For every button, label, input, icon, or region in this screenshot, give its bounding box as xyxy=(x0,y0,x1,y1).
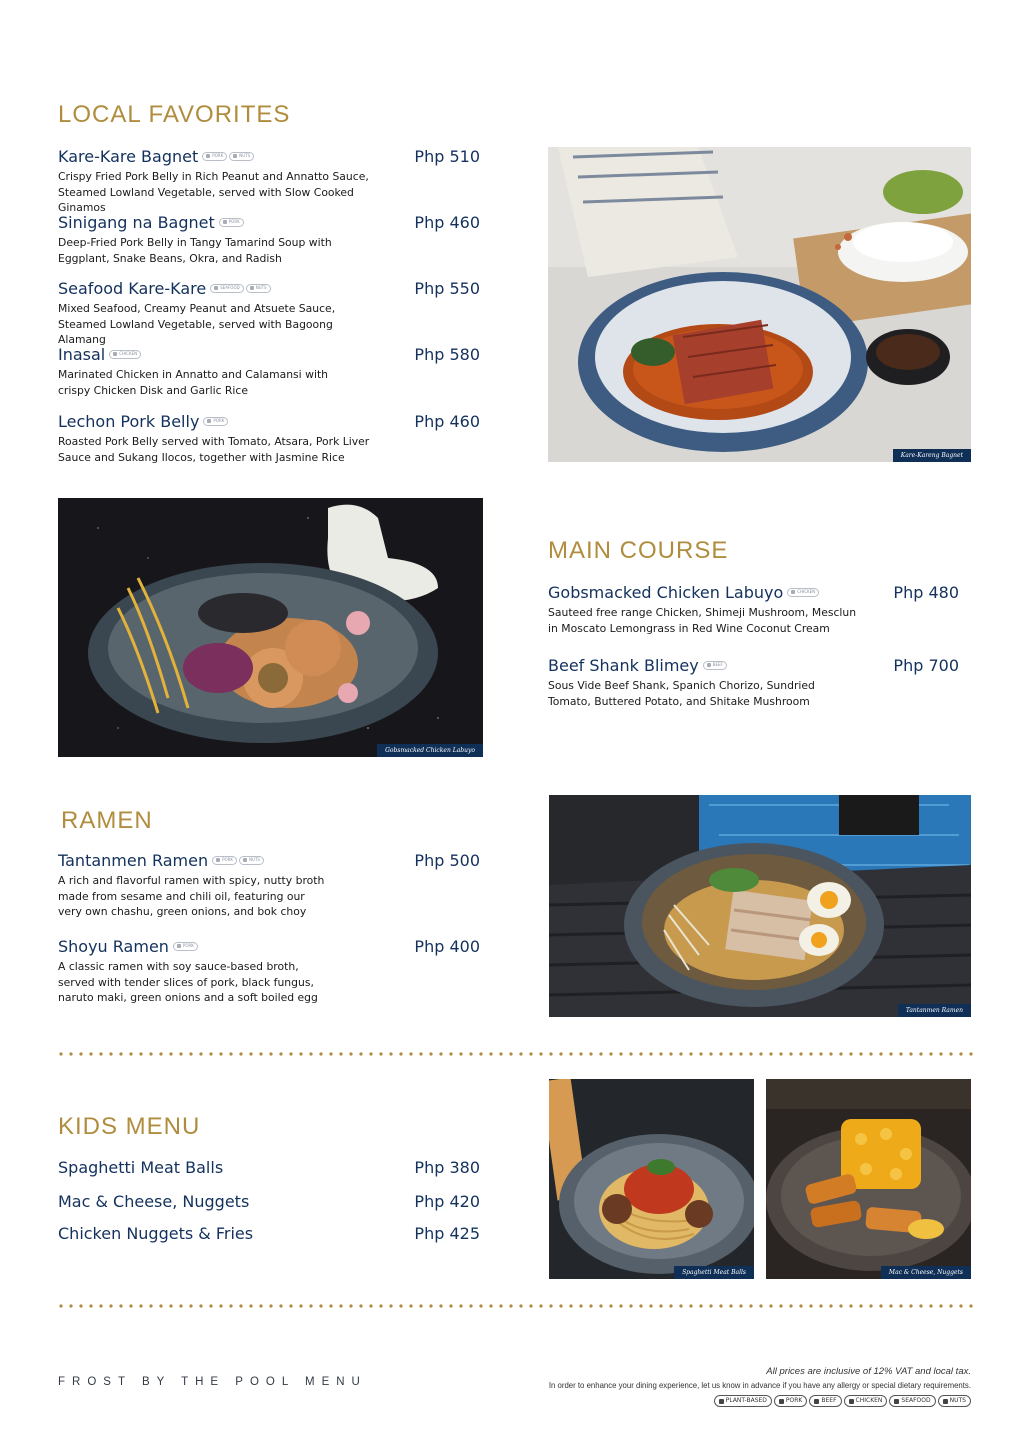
menu-item xyxy=(58,145,480,216)
item-name: Gobsmacked Chicken Labuyo xyxy=(548,582,784,602)
item-price: Php 580 xyxy=(414,344,480,364)
photo-caption: Spaghetti Meat Balls xyxy=(674,1266,754,1279)
dietary-legend xyxy=(714,1395,971,1407)
kids-menu-item xyxy=(58,1156,480,1178)
kare-kare-illustration xyxy=(548,147,971,462)
beef-icon xyxy=(814,1399,819,1404)
tag-nuts: NUTS xyxy=(246,284,271,293)
chicken-icon xyxy=(113,352,117,356)
tag-pork: PORK xyxy=(212,856,237,865)
item-name: Spaghetti Meat Balls xyxy=(58,1157,224,1177)
labuyo-illustration xyxy=(58,498,483,757)
item-name: Chicken Nuggets & Fries xyxy=(58,1223,254,1243)
tag-chicken: CHICKEN xyxy=(787,588,819,597)
item-name: Tantanmen Ramen xyxy=(58,850,209,870)
menu-item xyxy=(58,277,480,348)
menu-item xyxy=(548,654,959,709)
tag-nuts: NUTS xyxy=(239,856,264,865)
menu-item xyxy=(58,343,480,398)
kids-menu-item xyxy=(58,1222,480,1244)
dotted-divider xyxy=(56,1304,974,1308)
item-name: Inasal xyxy=(58,344,106,364)
menu-item xyxy=(58,211,480,266)
pork-icon xyxy=(207,419,211,423)
kids-menu-item xyxy=(58,1190,480,1212)
kare-kare-photo xyxy=(548,147,971,462)
item-price: Php 510 xyxy=(414,146,480,166)
item-name: Sinigang na Bagnet xyxy=(58,212,215,232)
legend-chicken: CHICKEN xyxy=(844,1395,888,1407)
chicken-icon xyxy=(791,590,795,594)
leaf-icon xyxy=(719,1399,724,1404)
legend-beef: BEEF xyxy=(809,1395,841,1407)
photo-caption: Tantanmen Ramen xyxy=(898,1004,971,1017)
tag-seafood: SEAFOOD xyxy=(210,284,243,293)
spaghetti-illustration xyxy=(549,1079,754,1279)
item-price: Php 500 xyxy=(414,850,480,870)
item-price: Php 380 xyxy=(414,1157,480,1177)
chicken-icon xyxy=(849,1399,854,1404)
item-price: Php 460 xyxy=(414,411,480,431)
beef-icon xyxy=(707,663,711,667)
legend-seafood: SEAFOOD xyxy=(889,1395,935,1407)
legend-pork: PORK xyxy=(774,1395,807,1407)
main-course-title: MAIN COURSE xyxy=(548,537,729,564)
mac-cheese-illustration xyxy=(766,1079,971,1279)
photo-caption: Mac & Cheese, Nuggets xyxy=(881,1266,971,1279)
nuts-icon xyxy=(243,858,247,862)
menu-item xyxy=(548,581,959,636)
photo-caption: Gobsmacked Chicken Labuyo xyxy=(377,744,483,757)
item-description: A classic ramen with soy sauce-based broth, served with tender slices of pork, black fungus, naruto maki, green onions and a soft boiled egg xyxy=(58,960,318,1004)
item-price: Php 420 xyxy=(414,1191,480,1211)
item-name: Shoyu Ramen xyxy=(58,936,169,956)
photo-caption: Kare-Kareng Bagnet xyxy=(893,449,971,462)
tantanmen-photo xyxy=(549,795,971,1017)
item-description: Mixed Seafood, Creamy Peanut and Atsuete Sauce, Steamed Lowland Vegetable, served with Bagoong Alamang xyxy=(58,302,336,346)
item-name: Mac & Cheese, Nuggets xyxy=(58,1191,250,1211)
pork-icon xyxy=(177,944,181,948)
vat-note: All prices are inclusive of 12% VAT and local tax. xyxy=(766,1366,971,1377)
footer-brand: FROST BY THE POOL MENU xyxy=(58,1376,367,1388)
dotted-divider xyxy=(56,1052,974,1056)
item-price: Php 700 xyxy=(893,655,959,675)
local-favorites-title: LOCAL FAVORITES xyxy=(58,101,291,128)
nuts-icon xyxy=(943,1399,948,1404)
nuts-icon xyxy=(233,154,237,158)
menu-item xyxy=(58,849,480,920)
item-name: Beef Shank Blimey xyxy=(548,655,699,675)
item-name: Seafood Kare-Kare xyxy=(58,278,207,298)
pork-icon xyxy=(223,220,227,224)
item-description: Deep-Fried Pork Belly in Tangy Tamarind Soup with Eggplant, Snake Beans, Okra, and Radish xyxy=(58,236,332,265)
legend-plant-based: PLANT-BASED xyxy=(714,1395,772,1407)
mac-cheese-photo xyxy=(766,1079,971,1279)
item-price: Php 550 xyxy=(414,278,480,298)
ramen-title: RAMEN xyxy=(61,807,153,834)
tag-pork: PORK xyxy=(219,218,244,227)
item-description: Marinated Chicken in Annatto and Calamansi with crispy Chicken Disk and Garlic Rice xyxy=(58,368,329,397)
tag-beef: BEEF xyxy=(703,661,727,670)
legend-nuts: NUTS xyxy=(938,1395,971,1407)
tag-pork: PORK xyxy=(202,152,227,161)
item-description: Roasted Pork Belly served with Tomato, Atsara, Pork Liver Sauce and Sukang Ilocos, together with Jasmine Rice xyxy=(58,435,370,464)
item-name: Lechon Pork Belly xyxy=(58,411,200,431)
labuyo-photo xyxy=(58,498,483,757)
tantanmen-illustration xyxy=(549,795,971,1017)
nuts-icon xyxy=(250,286,254,290)
seafood-icon xyxy=(894,1399,899,1404)
tag-pork: PORK xyxy=(173,942,198,951)
item-price: Php 480 xyxy=(893,582,959,602)
kids-menu-title: KIDS MENU xyxy=(58,1113,201,1140)
spaghetti-photo xyxy=(549,1079,754,1279)
item-price: Php 425 xyxy=(414,1223,480,1243)
item-description: Sauteed free range Chicken, Shimeji Mushroom, Mesclun in Moscato Lemongrass in Red Wine Coconut Cream xyxy=(548,606,857,635)
item-price: Php 460 xyxy=(414,212,480,232)
menu-item xyxy=(58,935,480,1006)
item-description: A rich and flavorful ramen with spicy, nutty broth made from sesame and chili oil, featuring our very own chashu, green onions, and bok choy xyxy=(58,874,325,918)
pork-icon xyxy=(216,858,220,862)
tag-pork: PORK xyxy=(203,417,228,426)
item-name: Kare-Kare Bagnet xyxy=(58,146,199,166)
pork-icon xyxy=(206,154,210,158)
item-description: Crispy Fried Pork Belly in Rich Peanut and Annatto Sauce, Steamed Lowland Vegetable, served with Slow Cooked Ginamos xyxy=(58,170,369,214)
allergy-note: In order to enhance your dining experience, let us know in advance if you have any allergy or special dietary requirements. xyxy=(548,1381,971,1390)
pork-icon xyxy=(779,1399,784,1404)
item-description: Sous Vide Beef Shank, Spanich Chorizo, Sundried Tomato, Buttered Potato, and Shitake Mushroom xyxy=(548,679,815,708)
seafood-icon xyxy=(214,286,218,290)
menu-item xyxy=(58,410,480,465)
item-price: Php 400 xyxy=(414,936,480,956)
tag-chicken: CHICKEN xyxy=(109,350,141,359)
tag-nuts: NUTS xyxy=(229,152,254,161)
